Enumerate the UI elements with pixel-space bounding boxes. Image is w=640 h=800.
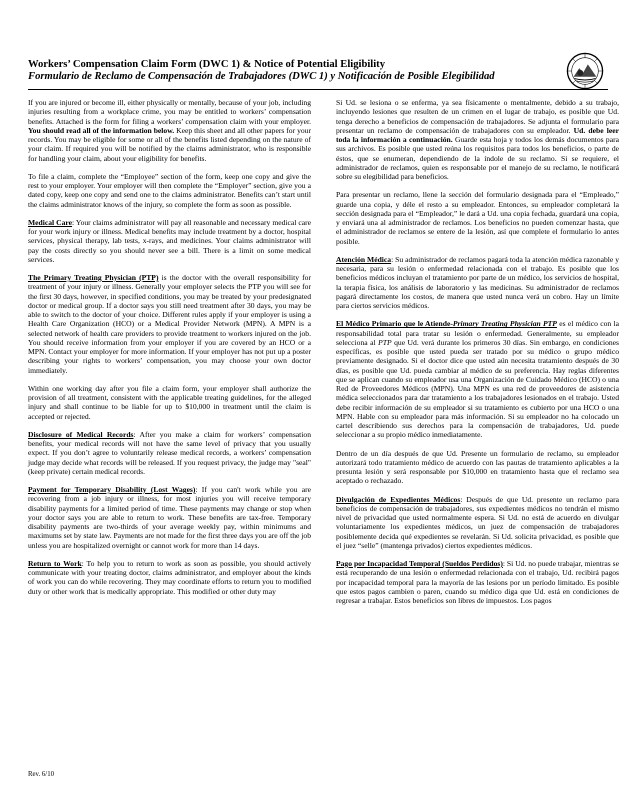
ptp-heading-es-b: Primary Treating Physician PTP xyxy=(452,319,557,329)
ptp-paragraph xyxy=(28,273,311,375)
intro-text-a-es: Si Ud. se lesiona o se enferma, ya sea físicamente o mentalmente, debido a su trabajo, incluyendo lesiones que resulten de un crimen en el lugar de trabajo, es posible que Ud. tenga derecho a beneficios de compensación de trabajadores. Se adjunta el formulario para presentar un reclamo de compensación de trabajadores con su empleador. xyxy=(336,98,619,135)
ptp-text: is the doctor with the overall responsibility for treatment of your injury or illness. Generally your employer selects the PTP you will see for the first 30 days, however, in specified conditions, you may be treated by your predesignated doctor or medical group. If a doctor says you still need treatment after 30 days, you may be able to switch to the doctor of your choice. Different rules apply if your employer is using a Health Care Organization (HCO) or a Medical Provider Network (MPN). A MPN is a selected network of health care providers to provide treatment to workers injured on the job. You should receive information from your employer if you are covered by an HCO or a MPN. Contact your employer for more information. If your employer has not put up a poster describing your rights to workers’ compensation, you may choose your own doctor immediately. xyxy=(28,273,311,375)
disclosure-heading-es: Divulgación de Expedientes Médicos xyxy=(336,494,461,504)
title-spanish: Formulario de Reclamo de Compensación de Trabajadores (DWC 1) y Notificación de Posible Elegibilidad xyxy=(28,71,495,82)
within-day-paragraph-es: Dentro de un día después de que Ud. Presente un formulario de reclamo, su empleador autorizará todo tratamiento médico de acuerdo con las pautas de tratamiento aplicables a la presunta lesión y será responsable por $10,000 en tratamiento hasta que el reclamo sea aceptado o rechazado. xyxy=(336,448,619,486)
medical-care-heading: Medical Care xyxy=(28,217,73,227)
disclosure-paragraph-es xyxy=(336,495,619,551)
revision-label: Rev. 6/10 xyxy=(28,771,54,778)
disclosure-paragraph xyxy=(28,430,311,476)
intro-emphasis-es: Ud. debe leer toda la información a continuación. xyxy=(336,125,620,144)
medical-care-heading-es: Atención Médica xyxy=(336,254,392,264)
ptp-text-es-a: es el médico con la responsabilidad total para tratar su lesión o enfermedad. Generalmente, su empleador selecciona al xyxy=(336,319,619,347)
temporary-disability-text-es: : Si Ud. no puede trabajar, mientras se está recuperando de una lesión o enfermedad relacionada con el trabajo, Ud. recibirá pagos por incapacidad temporal para la mayoría de las lesions por un período limitado. Es posible que estos pagos cambien o paren, cuando su médico diga que Ud. está en condiciones de regresar a trabajar. Estos beneficios son libres de impuestos. Los pagos xyxy=(336,559,619,605)
disclosure-heading: Disclosure of Medical Records xyxy=(28,429,134,439)
temporary-disability-heading: Payment for Temporary Disability (Lost Wages) xyxy=(28,485,196,494)
header-divider xyxy=(28,89,608,90)
temporary-disability-heading-es: Pago por Incapacidad Temporal (Sueldos Perdidos) xyxy=(336,559,503,568)
return-to-work-text: : To help you to return to work as soon as possible, you should actively communicate with your treating doctor, claims administrator, and employer about the kinds of work you can do while recovering. They may coordinate efforts to return you to modified duty or other work that is medically appropriate. This modified or other duty may xyxy=(28,558,311,596)
within-day-paragraph: Within one working day after you file a claim form, your employer shall authorize the provision of all treatment, consistent with the applicable treating guidelines, for the alleged injury and shall continue to be liable for up to $10,000 in treatment until the claim is accepted or rejected. xyxy=(28,383,311,421)
ptp-heading: The Primary Treating Physician (PTP) xyxy=(28,273,159,282)
return-to-work-heading: Return to Work xyxy=(28,558,82,568)
ptp-paragraph-es xyxy=(336,319,619,439)
ptp-heading-es xyxy=(336,319,557,328)
intro-emphasis: You should read all of the information below. xyxy=(28,125,175,135)
intro-paragraph-es xyxy=(336,98,619,181)
file-claim-paragraph: To file a claim, complete the “Employee” section of the form, keep one copy and give the rest to your employer. Your employer will then complete the “Employer” section, give you a dated copy, keep one copy and send one to the claims administrator. Benefits can’t start until the claims administrator knows of the injury, so complete the form as soon as possible. xyxy=(28,171,311,209)
disclosure-text: : After you make a claim for workers’ compensation benefits, your medical records will not have the same level of privacy that you usually expect. If you don’t agree to voluntarily release medical records, a workers’ compensation judge may decide what records will be released. If you request privacy, the judge may "seal" (keep private) certain medical records. xyxy=(28,429,311,476)
intro-paragraph xyxy=(28,98,311,163)
return-to-work-paragraph xyxy=(28,559,311,596)
temporary-disability-paragraph xyxy=(28,485,311,550)
spanish-column xyxy=(336,98,619,614)
intro-text-a: If you are injured or become ill, either physically or mentally, because of your job, including injuries resulting from a workplace crime, you may be entitled to workers’ compensation benefits. Attached is the form for filing a workers’ compensation claim with your employer. xyxy=(28,98,311,126)
ptp-text-es-b: que Ud. verá durante los primeros 30 días. Sin embargo, en condiciones específicas, es posible que usted pueda ser tratado por su médico o grupo médico previamente designado. Si el doctor dice que usted aún necesita tratamiento después de 30 días, es posible que Ud. pueda cambiar al médico de su preferencia. Hay reglas diferentes que se aplican cuando su empleador usa una Organización de Cuidado Médico (HCO) o una Red de Proveedores Médicos (MPN). Una MPN es una red de proveedores de asistencia médica seleccionados para dar tratamiento a los trabajadores lesionados en el trabajo. Usted debe recibir información de su empleador si su tratamiento es cubierto por una HCO o una MPN. Hable con su empleador para más información. Si su empleador no ha colocado un cartel describiendo sus derechos para la compensación de trabajadores, Ud. puede seleccionar a su propio médico inmediatamente. xyxy=(336,337,619,440)
temporary-disability-paragraph-es xyxy=(336,559,619,605)
intro-text-c-es: Guarde esta hoja y todos los demás documentos para sus archivos. Es posible que usted reúna los requisitos para todos los beneficios, o parte de éstos, que se enumeran, dependiendo de la índole de su reclamo. Si se requiere, el administrador de reclamos, quien es responsable por el manejo de su reclamo, le notificará sobre su elegibilidad para beneficios. xyxy=(336,135,619,181)
state-seal-icon xyxy=(566,52,604,90)
medical-care-text-es: : Su administrador de reclamos pagará toda la atención médica razonable y necesaria, para su lesión o enfermedad relacionada con el trabajo. Es posible que los beneficios médicos incluyan el tratamiento por parte de un médico, los servicios de hospital, la terapia física, los análisis de laboratorio y las medicinas. Su administrador de reclamos pagará directamente los costos, de manera que usted nunca verá un cobro. Hay un límite para ciertos servicios médicos. xyxy=(336,254,620,310)
ptp-heading-es-a: El Médico Primario que le Atiende- xyxy=(336,319,453,329)
disclosure-text-es: : Después de que Ud. presente un reclamo para beneficios de compensación de trabajadores, sus expedientes médicos no tendrán el mismo nivel de privacidad que usted normalmente espera. Si Ud. no está de acuerdo en divulgar voluntariamente los expedientes médicos, un juez de compensación de trabajadores posiblemente decida qué expedientes se revelarán. Si Ud. solicita privacidad, es posible que el juez “selle” (mantenga privados) ciertos expedientes médicos. xyxy=(336,494,619,550)
file-claim-paragraph-es: Para presentar un reclamo, llene la sección del formulario designada para el “Empleado,” guarde una copia, y déle el resto a su empleador. Entonces, su empleador completará la sección designada para el “Empleador,” le dará a Ud. una copia fechada, guardará una copia, y enviará una al administrador de reclamos. Los beneficios no pueden comenzar hasta, que el administrador de reclamos se entere de la lesión, así que complete el formulario lo antes posible. xyxy=(336,190,619,246)
temporary-disability-text: : If you can't work while you are recovering from a job injury or illness, for most injuries you will receive temporary disability payments for a limited period of time. These payments may change or stop when your doctor says you are able to return to work. These benefits are tax-free. Temporary disability payments are two-thirds of your average weekly pay, within minimums and maximums set by state law. Payments are not made for the first three days you are off the job unless you are hospitalized overnight or cannot work for more than 14 days. xyxy=(28,485,312,550)
medical-care-text: : Your claims administrator will pay all reasonable and necessary medical care for your work injury or illness. Medical benefits may include treatment by a doctor, hospital services, physical therapy, lab tests, x-rays, and medicines. Your claims administrator will pay the costs directly so you should never see a bill. There is a limit on some medical services. xyxy=(28,217,311,264)
title-english: Workers’ Compensation Claim Form (DWC 1) & Notice of Potential Eligibility xyxy=(28,59,386,70)
medical-care-paragraph xyxy=(28,218,311,264)
medical-care-paragraph-es xyxy=(336,255,619,311)
ptp-abbrev-es: PTP xyxy=(378,337,392,347)
intro-text-c: Keep this sheet and all other papers for your records. You may be eligible for some or all of the benefits listed depending on the nature of your claim. If required you will be notified by the claims administrator, who is responsible for handling your claim, about your eligibility for benefits. xyxy=(28,125,311,163)
english-column xyxy=(28,98,311,605)
